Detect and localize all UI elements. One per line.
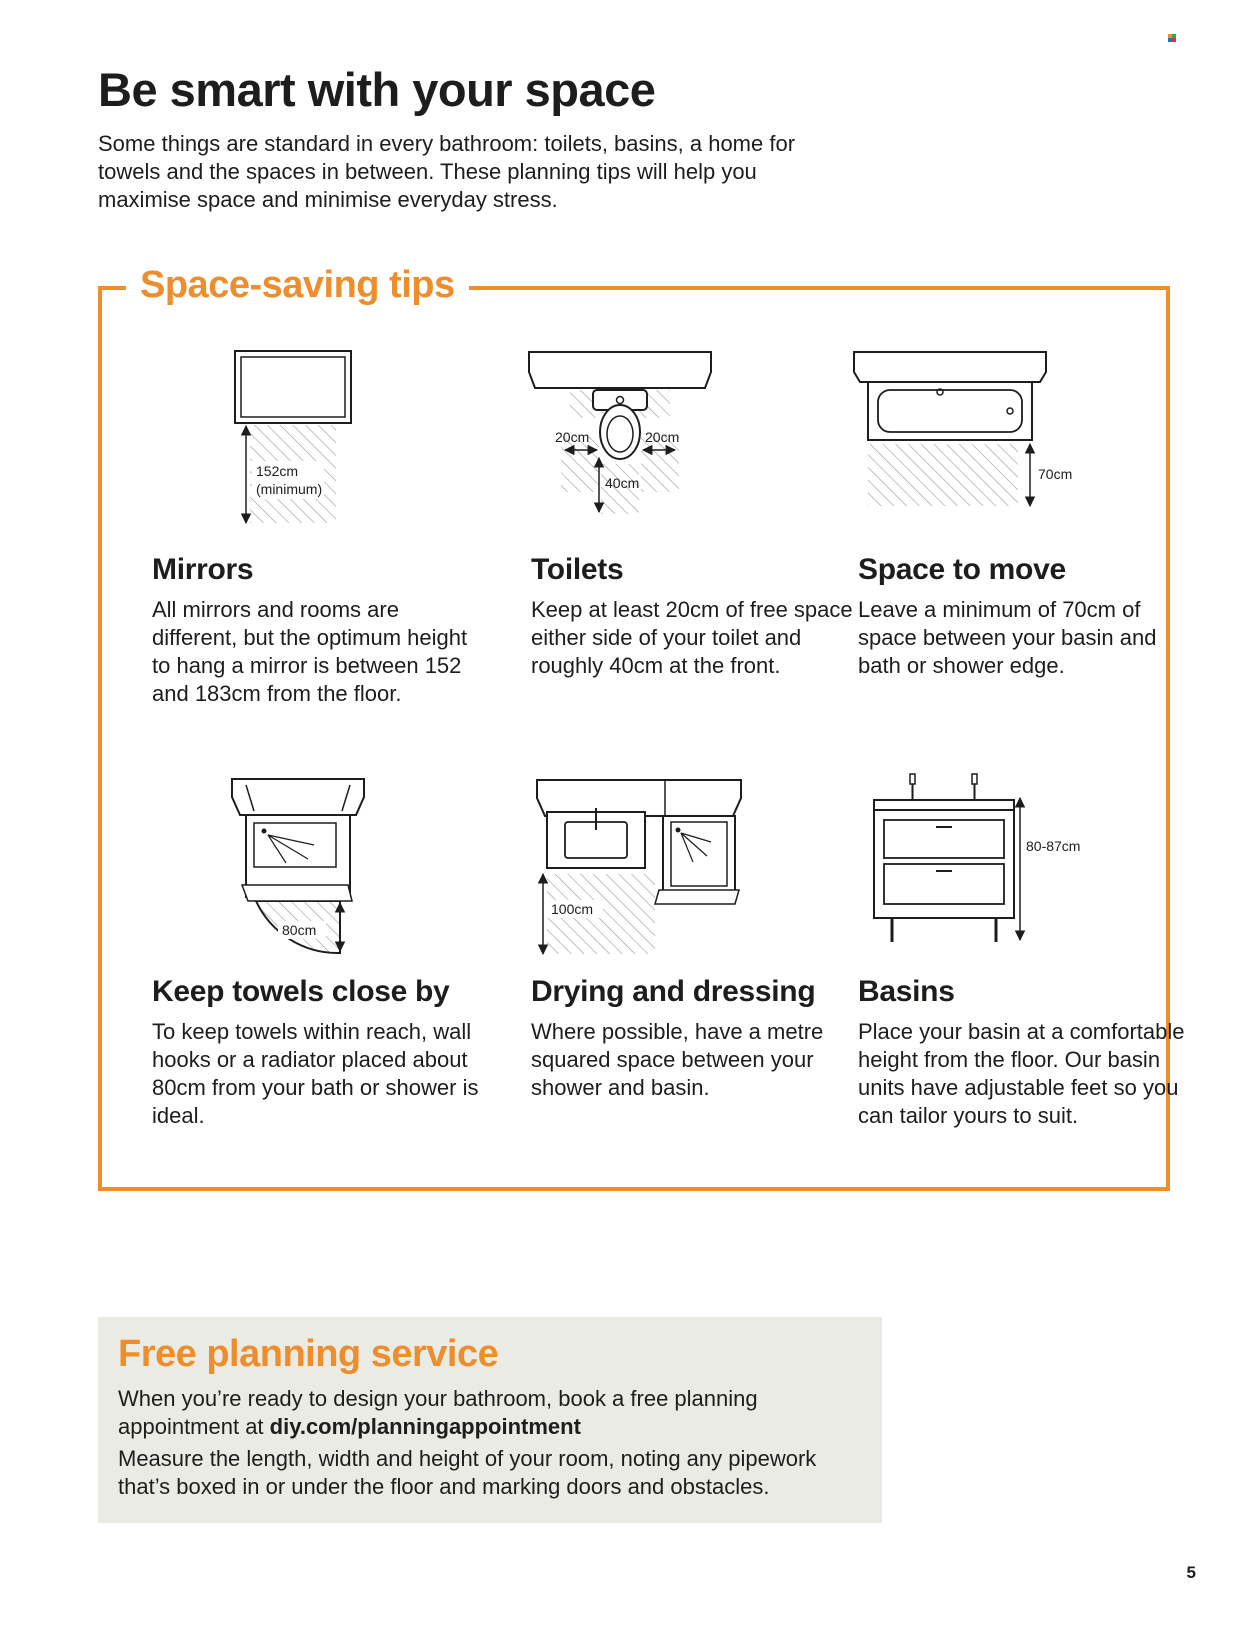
toilet-right-label: 20cm — [645, 429, 680, 445]
page-title: Be smart with your space — [98, 63, 656, 116]
tip-body: Where possible, have a metre squared space between your shower and basin. — [531, 1019, 824, 1100]
tip-heading: Toilets — [531, 553, 624, 586]
basin-height-label: 80-87cm — [1026, 838, 1081, 854]
page-number: 5 — [1186, 1563, 1196, 1582]
tip-body: Place your basin at a comfortable height from the floor. Our basin units have adjustable feet so you can tailor yours to suit. — [858, 1019, 1185, 1128]
tip-heading: Mirrors — [152, 553, 254, 586]
basin-unit-diagram-icon — [870, 772, 1090, 952]
tip-body: All mirrors and rooms are different, but the optimum height to hang a mirror is between 152 and 183cm from the floor. — [152, 597, 468, 706]
service-measure-text: Measure the length, width and height of your room, noting any pipework that’s boxed in or under the floor and marking doors and obstacles. — [118, 1446, 817, 1499]
basin-shower-diagram-icon — [535, 778, 745, 958]
planning-service-panel — [98, 1317, 882, 1523]
tip-drying-dressing — [531, 974, 861, 1102]
tip-heading: Keep towels close by — [152, 975, 450, 1008]
toilet-left-label: 20cm — [555, 429, 590, 445]
tip-body: Keep at least 20cm of free space either side of your toilet and roughly 40cm at the front. — [531, 597, 853, 678]
drying-space-label: 100cm — [551, 901, 594, 917]
tip-heading: Drying and dressing — [531, 975, 816, 1008]
tip-toilets — [531, 552, 861, 680]
planning-appointment-link[interactable]: diy.com/planningappointment — [269, 1414, 581, 1439]
bath-space-label: 70cm — [1038, 466, 1073, 482]
service-title: Free planning service — [118, 1333, 499, 1375]
mirror-height-label: 152cm — [256, 463, 299, 479]
toilet-front-label: 40cm — [605, 475, 640, 491]
intro-text: Some things are standard in every bathroom: toilets, basins, a home for towels and the spaces in between. These planning tips will help you maximise space and minimise everyday stress. — [98, 131, 796, 212]
tip-body: Leave a minimum of 70cm of space between your basin and bath or shower edge. — [858, 597, 1157, 678]
bath-diagram-icon — [850, 348, 1090, 518]
tip-space-to-move — [858, 552, 1188, 680]
tip-basins — [858, 974, 1188, 1130]
tip-mirrors — [152, 552, 482, 708]
mirror-minimum-label: (minimum) — [256, 481, 323, 497]
shower-towel-diagram-icon — [228, 775, 378, 955]
toilet-diagram-icon — [525, 348, 725, 528]
tip-heading: Space to move — [858, 553, 1066, 586]
tip-heading: Basins — [858, 975, 955, 1008]
tip-body: To keep towels within reach, wall hooks or a radiator placed about 80cm from your bath or shower is ideal. — [152, 1019, 479, 1128]
tip-towels — [152, 974, 482, 1130]
mirror-diagram-icon — [228, 348, 358, 528]
tips-title: Space-saving tips — [126, 262, 469, 308]
service-booking-text: When you’re ready to design your bathroom, book a free planning appointment at diy.com/planningappointment — [118, 1386, 758, 1439]
logo-icon — [1168, 34, 1178, 42]
towel-distance-label: 80cm — [282, 922, 317, 938]
